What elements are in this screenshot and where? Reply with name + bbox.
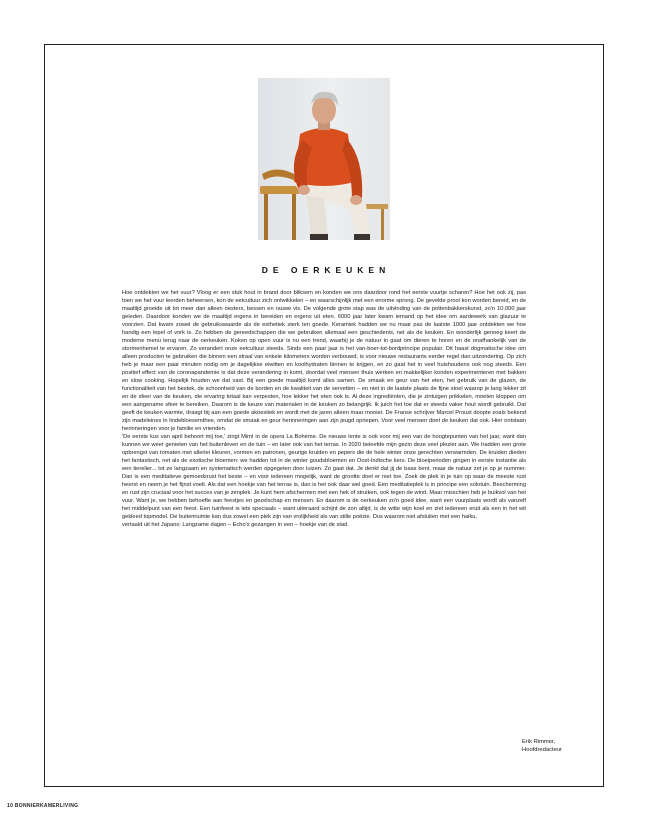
signature (522, 738, 562, 754)
portrait-icon (258, 78, 390, 240)
portrait-photo (258, 78, 390, 240)
article-body (122, 289, 526, 529)
paragraph: Hoe ontdekten we het vuur? Vloog er een stuk hout in brand door bliksem en konden we ons daardoor rond het eerste vuurtje scharen? Hoe het ook zij, pas toen we het vuur leerden beheersen, kon de eetcultuur zich ontwikkelen – en waarschijnlijk met een enorme sprong. De gevelde prooi kon worden bereid, en de maaltijd groeide uit tot meer dan alleen oesters, bessen en rauwe vis. De volgende grote stap was de uitvinding van de pottenbakkerskunst, zo'n 10.000 jaar geleden. Daardoor konden we de maaltijd ergens in bereiden en ergens uit eten. 6000 jaar later kwam iemand op het idee om aardewerk van glazuur te voorzien. Dat kwam zowel de gebruikswaarde als de esthetiek sterk ten goede. Keramiek hadden we nu maar pas de laatste 1000 jaar ontdekten we hoe handig een lepel of vork is. Zo hebben de gereedschappen die we gebruiken allemaal een geschiedenis, net als de keuken. En wonderlijk genoeg keert de moderne menu terug naar de oerkeuken. Koken op open vuur is nu een trend, waarbij je de natuur in gaat om dieren te horen en de onafhankelijk van de stormenhemel te ervaren. Zo verandert onze eetcultuur steeds. Sinds een paar jaar is het van-boer-tot-bordprincipe populair. Dit haast dogmatische idee om alleen producten te gebruiken die binnen een straal van enkele kilometers worden verbouwd, is voor nieuwe restaurants eerder regel dan uitzondering. Op zich heb je maar een paar minuten nodig om je dagelijkse eiwitten en koolhydraten binnen te krijgen, en zo gaat het in veel huishoudens ook nog steeds. Een positief effect van de coronapandemie is dat deze verandering in komt, doordat veel mensen thuis werken en makkelijker konden experimenteren met bakken en slow cooking. Hopelijk houden we dat vast. Bij een goede maaltijd komt alles samen. De smaak en geur van het eten, het gebruik van de glazen, de functionaliteit van het bestek, de schoonheid van de borden en de kwaliteit van de servetten – en niet in de laatste plaats de fijne stoel waarop je lang lekker zit en de sfeer van de keuken, die ervaring totaal kan verpesten, hoe lekker het eten ook is. Al deze ingrediënten, die je zintuigen prikkelen, moeten kloppen om een aangename sfeer te bereiken. Daarom is de keuze van materialen in de keuken zo belangrijk. Ik juich het toe dat er steeds vaker hout wordt gebruikt. Dat geeft de keuken warmte, draagt bij aan een goede akoestiek en wordt met de jaren alleen maar mooier. De Franse schrijver Marcel Proust doopte zoals bekend zijn madeleines in lindebloesemthee, omdat de smaak en geur herinneringen aan zijn jeugd opriepen. Voor veel mensen doet de keuken dat ook. Hier ontstaan herinneringen voor je familie en vrienden. (122, 290, 526, 432)
author-role: Hoofdredacteur (522, 747, 562, 753)
page-footer: 10 BONNIERKAMERLIVING (7, 803, 79, 809)
author-name: Erik Rimmer, (522, 739, 556, 745)
paragraph: 'De eerste kus van april behoort mij toe,' zingt Mimì in de opera La Bohème. De nieuwe lente is ook voor mij een van de hoogtepunten van het jaar, want dan kunnen we weer genieten van het buitenleven en de tuin – en later ook van het terras. In 2020 beleefde mijn gezin deze veel plezier aan. We hadden een grote opbrengst van tomaten met allerlei kleuren, vormen en patronen, geurige kruiden en pepers die de hele winter onze gerechten verwarmden. De kruiden dieden het fantastisch, net als de exotische bloemen: we hadden tot in de winter goudsbloemen en Oost-Indische kers. De bloeiperioden gingen in eerste instantie als een tierelier... tot ze langzaam en systematisch werden opgegeten door luizen. Zo gaat dat. Je denkt dat jij de baas bent, maar de natuur zet je op je nummer. Dan is een meditatieve gemoedsrust het beste – en voor iedereen mogelijk, want de grootte doet er niet toe. Zoek de plek in je tuin op waar de meeste rust heerst en neem je het fijnst voelt. Als dat een hoekje van het terras is, dan is het ook daar wel goed. Een meditatieplek is in principe een solotuin. Bescherming en rust zijn cruciaal voor het succes van je zenplek. Je kunt hem afschermen met een hek of struiken, ook tegen de wind. Maar misschien heb je buikvol van het vuur. Want je, we hebben behoefte aan feestjes en gezelschap en mensen. En daarom is de oerkeuken zo'n goed idee, want een vuurplaats wordt als vanzelf het middelpunt van een feest. Een tuinfeest is iets speciaals – want uiteraard schijnt de zon altijd, is de witte wijn koel en ziet iedereen eruit als een in het wit gekleed topmodel. De buitenruimte kan dus zowel een plek zijn van vrolijkheid als van stille poëzie. Dus waarom niet afsluiten met een haiku, (122, 434, 526, 520)
paragraph: vertaald uit het Japans: Langzame dagen – Echo's gezangen in een – hoekje van de stad. (122, 522, 349, 528)
page-title: DE OERKEUKEN (261, 265, 391, 275)
